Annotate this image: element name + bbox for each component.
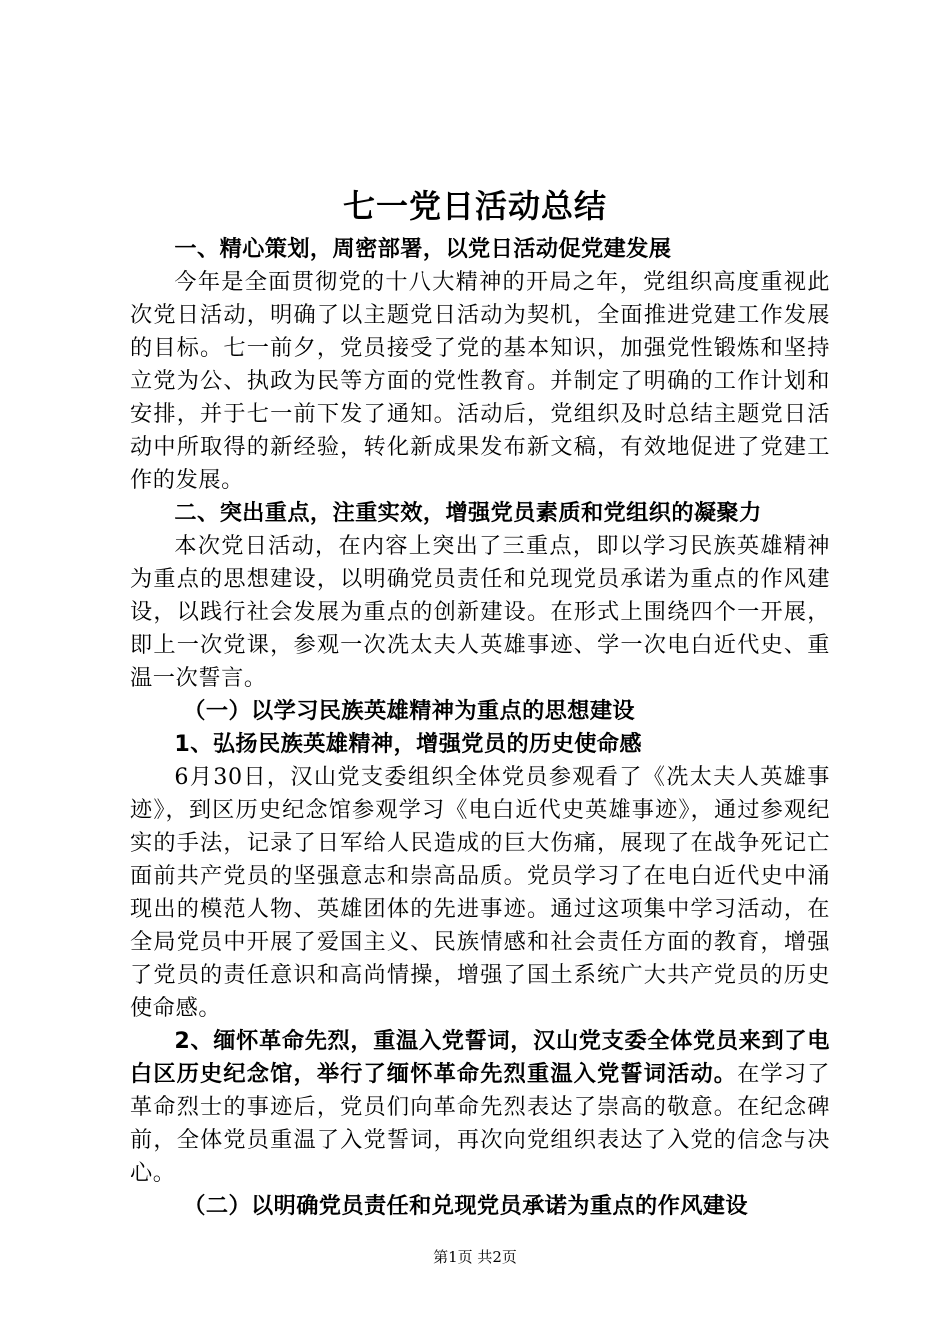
section-heading-1: 一、精心策划，周密部署，以党日活动促党建发展 [174,236,672,262]
section-heading-2: 二、突出重点，注重实效，增强党员素质和党组织的凝聚力 [174,500,762,526]
paragraph-4-bold-lead: 2、缅怀革命先烈，重温入党誓词，汉山党支委全体党员来到了电白区历史纪念馆，举行了缅怀革命先烈重温入党誓词活动。 [130,1028,830,1087]
paragraph-4-text: 在学习了革命烈士的事迹后，党员们向革命先烈表达了崇高的敬意。在纪念碑前，全体党员重温了入党誓词，再次向党组织表达了入党的信念与决心。 [130,1061,830,1186]
page-footer: 第1页 共2页 [433,1248,517,1266]
subsection-heading-1-1: 1、弘扬民族英雄精神，增强党员的历史使命感 [174,731,642,757]
subsection-heading-1: （一）以学习民族英雄精神为重点的思想建设 [183,698,636,724]
document-body [130,233,830,1223]
paragraph-3: 6月30日，汉山党支委组织全体党员参观看了《冼太夫人英雄事迹》，到区历史纪念馆参观学习《电白近代史英雄事迹》，通过参观纪实的手法，记录了日军给人民造成的巨大伤痛，展现了在战争死记亡面前共产党员的坚强意志和崇高品质。党员学习了在电白近代史中涌现出的模范人物、英雄团体的先进事迹。通过这项集中学习活动，在全局党员中开展了爱国主义、民族情感和社会责任方面的教育，增强了党员的责任意识和高尚情操，增强了国土系统广大共产党员的历史使命感。 [130,764,830,1021]
document-title: 七一党日活动总结 [342,187,607,225]
paragraph-2: 本次党日活动，在内容上突出了三重点，即以学习民族英雄精神为重点的思想建设，以明确党员责任和兑现党员承诺为重点的作风建设，以践行社会发展为重点的创新建设。在形式上围绕四个一开展，即上一次党课，参观一次冼太夫人英雄事迹、学一次电白近代史、重温一次誓言。 [130,533,830,691]
paragraph-4 [130,1025,830,1190]
paragraph-1: 今年是全面贯彻党的十八大精神的开局之年，党组织高度重视此次党日活动，明确了以主题党日活动为契机，全面推进党建工作发展的目标。七一前夕，党员接受了党的基本知识，加强党性锻炼和坚持立党为公、执政为民等方面的党性教育。并制定了明确的工作计划和安排，并于七一前下发了通知。活动后，党组织及时总结主题党日活动中所取得的新经验，转化新成果发布新文稿，有效地促进了党建工作的发展。 [130,269,830,493]
subsection-heading-2: （二）以明确党员责任和兑现党员承诺为重点的作风建设 [183,1193,748,1219]
